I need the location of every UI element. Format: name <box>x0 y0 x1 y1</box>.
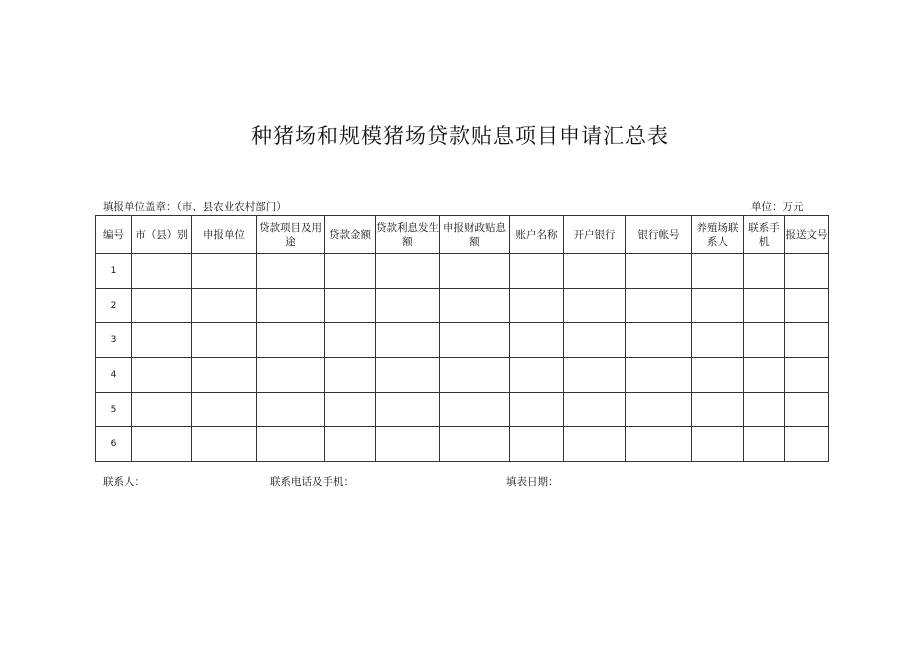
header-farm-contact: 养殖场联系人 <box>692 216 744 254</box>
table-row <box>96 288 829 323</box>
table-cell <box>440 358 510 393</box>
table-cell <box>257 427 325 462</box>
table-cell <box>564 392 626 427</box>
table-row <box>96 323 829 358</box>
table-cell <box>785 254 829 289</box>
table-cell <box>132 392 192 427</box>
table-cell <box>692 427 744 462</box>
table-cell <box>692 392 744 427</box>
table-cell <box>510 323 564 358</box>
table-cell <box>626 427 692 462</box>
table-cell <box>257 254 325 289</box>
table-cell <box>692 254 744 289</box>
table-row <box>96 392 829 427</box>
table-cell <box>376 323 440 358</box>
table-cell <box>744 358 785 393</box>
header-loan-project: 贷款项目及用途 <box>257 216 325 254</box>
table-cell <box>132 288 192 323</box>
currency-unit-label: 单位：万元 <box>751 201 804 213</box>
table-cell <box>132 427 192 462</box>
date-label: 填表日期： <box>506 476 559 488</box>
header-bank-account: 银行帐号 <box>626 216 692 254</box>
contact-label: 联系人： <box>103 476 145 488</box>
table-cell <box>257 288 325 323</box>
table-cell <box>564 254 626 289</box>
table-cell <box>744 254 785 289</box>
table-cell <box>257 392 325 427</box>
table-cell <box>564 427 626 462</box>
table-cell <box>325 323 376 358</box>
row-number: 4 <box>96 358 132 393</box>
table-cell <box>626 392 692 427</box>
table-cell <box>440 427 510 462</box>
table-cell <box>376 358 440 393</box>
row-number: 5 <box>96 392 132 427</box>
table-cell <box>692 288 744 323</box>
header-contact-phone: 联系手机 <box>744 216 785 254</box>
header-document-number: 报送文号 <box>785 216 829 254</box>
header-city-county: 市（县）别 <box>132 216 192 254</box>
table-cell <box>564 358 626 393</box>
table-cell <box>692 323 744 358</box>
table-cell <box>192 254 257 289</box>
table-cell <box>376 254 440 289</box>
header-applicant: 申报单位 <box>192 216 257 254</box>
table-cell <box>564 288 626 323</box>
row-number: 6 <box>96 427 132 462</box>
table-cell <box>744 323 785 358</box>
header-number: 编号 <box>96 216 132 254</box>
table-cell <box>132 358 192 393</box>
table-cell <box>376 288 440 323</box>
table-cell <box>626 323 692 358</box>
table-cell <box>785 427 829 462</box>
table-cell <box>564 323 626 358</box>
table-cell <box>440 323 510 358</box>
table-row <box>96 427 829 462</box>
header-bank: 开户银行 <box>564 216 626 254</box>
table-cell <box>785 392 829 427</box>
table-cell <box>132 323 192 358</box>
table-cell <box>440 254 510 289</box>
table-cell <box>744 392 785 427</box>
table-cell <box>376 427 440 462</box>
table-cell <box>132 254 192 289</box>
table-cell <box>510 358 564 393</box>
table-cell <box>325 254 376 289</box>
table-cell <box>325 392 376 427</box>
table-cell <box>785 358 829 393</box>
table-cell <box>692 358 744 393</box>
table-cell <box>440 392 510 427</box>
unit-seal-label: 填报单位盖章：（市、县农业农村部门） <box>103 201 287 213</box>
table-cell <box>192 288 257 323</box>
row-number: 2 <box>96 288 132 323</box>
row-number: 3 <box>96 323 132 358</box>
row-number: 1 <box>96 254 132 289</box>
table-cell <box>626 288 692 323</box>
table-cell <box>510 288 564 323</box>
table-cell <box>325 358 376 393</box>
table-cell <box>257 323 325 358</box>
table-row <box>96 254 829 289</box>
table-body <box>96 254 829 462</box>
page-title: 种猪场和规模猪场贷款贴息项目申请汇总表 <box>251 124 669 148</box>
table-row <box>96 358 829 393</box>
table-cell <box>785 288 829 323</box>
header-loan-amount: 贷款金额 <box>325 216 376 254</box>
table-cell <box>325 288 376 323</box>
table-cell <box>626 358 692 393</box>
header-account-name: 账户名称 <box>510 216 564 254</box>
table-cell <box>744 427 785 462</box>
summary-table <box>95 215 829 462</box>
table-cell <box>785 323 829 358</box>
table-cell <box>510 427 564 462</box>
table-cell <box>744 288 785 323</box>
header-subsidy-amount: 申报财政贴息额 <box>440 216 510 254</box>
table-cell <box>510 392 564 427</box>
table-cell <box>376 392 440 427</box>
table-cell <box>626 254 692 289</box>
phone-label: 联系电话及手机： <box>270 476 354 488</box>
table-cell <box>192 323 257 358</box>
table-cell <box>192 392 257 427</box>
table-cell <box>440 288 510 323</box>
table-cell <box>325 427 376 462</box>
table-cell <box>510 254 564 289</box>
header-row <box>96 216 829 254</box>
table-cell <box>192 427 257 462</box>
table-cell <box>192 358 257 393</box>
header-loan-interest: 贷款利息发生额 <box>376 216 440 254</box>
table-cell <box>257 358 325 393</box>
